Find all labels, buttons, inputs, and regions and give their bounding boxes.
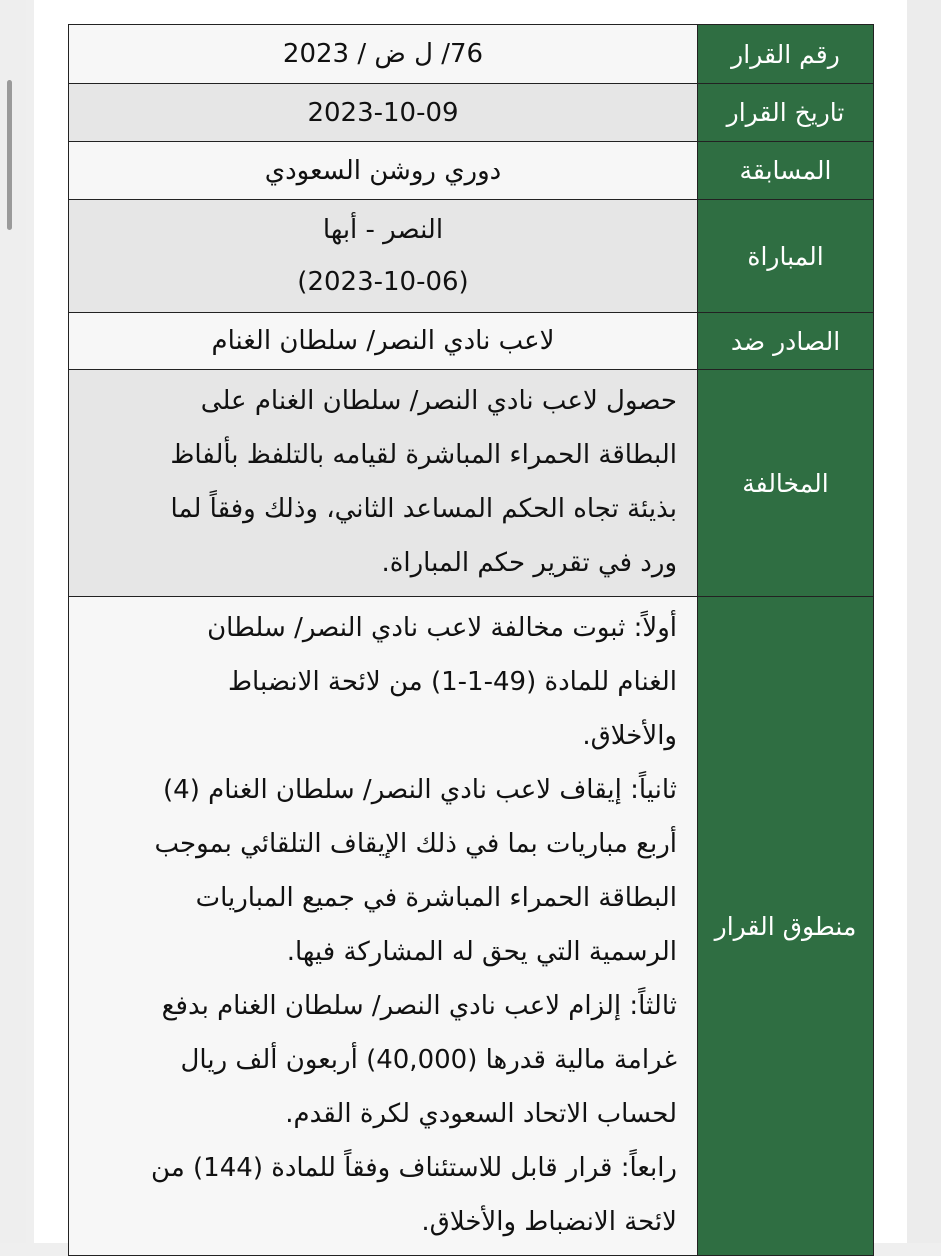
decision-line: والأخلاق.: [582, 721, 677, 751]
violation-line: ورد في تقرير حكم المباراة.: [381, 548, 677, 578]
row-competition: [69, 142, 874, 200]
decision-line: غرامة مالية قدرها (40,000) أربعون ألف ريال: [180, 1045, 677, 1075]
value-violation: [69, 370, 698, 597]
decision-line: لحساب الاتحاد السعودي لكرة القدم.: [285, 1099, 677, 1129]
violation-line: بذيئة تجاه الحكم المساعد الثاني، وذلك وفقاً لما: [170, 494, 677, 524]
decision-line: ثانياً: إيقاف لاعب نادي النصر/ سلطان الغنام (4): [163, 775, 677, 805]
decision-line: ثالثاً: إلزام لاعب نادي النصر/ سلطان الغنام بدفع: [161, 991, 677, 1021]
value-match: [69, 200, 698, 313]
row-decision-text: [69, 597, 874, 1256]
scrollbar-thumb[interactable]: [7, 80, 12, 230]
label-match: المباراة: [698, 200, 874, 313]
decision-line: الغنام للمادة (49-1-1) من لائحة الانضباط: [228, 667, 677, 697]
value-decision-number: 76/ ل ض / 2023: [69, 25, 698, 84]
value-competition: دوري روشن السعودي: [69, 142, 698, 200]
label-decision-text: منطوق القرار: [698, 597, 874, 1256]
violation-line: حصول لاعب نادي النصر/ سلطان الغنام على: [200, 386, 677, 416]
decision-line: رابعاً: قرار قابل للاستئناف وفقاً للمادة (144) من: [151, 1153, 677, 1183]
row-match: [69, 200, 874, 313]
value-decision-date: 2023-10-09: [69, 84, 698, 142]
label-decision-date: تاريخ القرار: [698, 84, 874, 142]
page-margin-right: [905, 0, 941, 1243]
decision-line: أربع مباريات بما في ذلك الإيقاف التلقائي بموجب: [154, 829, 677, 859]
row-violation: [69, 370, 874, 597]
value-issued-against: لاعب نادي النصر/ سلطان الغنام: [69, 313, 698, 370]
scrollbar-track[interactable]: [0, 0, 26, 1243]
decision-line: لائحة الانضباط والأخلاق.: [421, 1207, 677, 1237]
label-violation: المخالفة: [698, 370, 874, 597]
label-issued-against: الصادر ضد: [698, 313, 874, 370]
row-decision-date: [69, 84, 874, 142]
label-competition: المسابقة: [698, 142, 874, 200]
value-decision-text: [69, 597, 698, 1256]
label-decision-number: رقم القرار: [698, 25, 874, 84]
row-issued-against: [69, 313, 874, 370]
violation-line: البطاقة الحمراء المباشرة لقيامه بالتلفظ بألفاظ: [170, 440, 677, 470]
decision-line: أولاً: ثبوت مخالفة لاعب نادي النصر/ سلطان: [207, 613, 677, 643]
row-decision-number: [69, 25, 874, 84]
match-date: (2023-10-06): [297, 267, 469, 297]
decision-line: البطاقة الحمراء المباشرة في جميع المباريات: [195, 883, 677, 913]
match-teams: النصر - أبها: [322, 215, 444, 245]
decision-line: الرسمية التي يحق له المشاركة فيها.: [286, 937, 677, 967]
decision-table: [68, 24, 874, 1256]
